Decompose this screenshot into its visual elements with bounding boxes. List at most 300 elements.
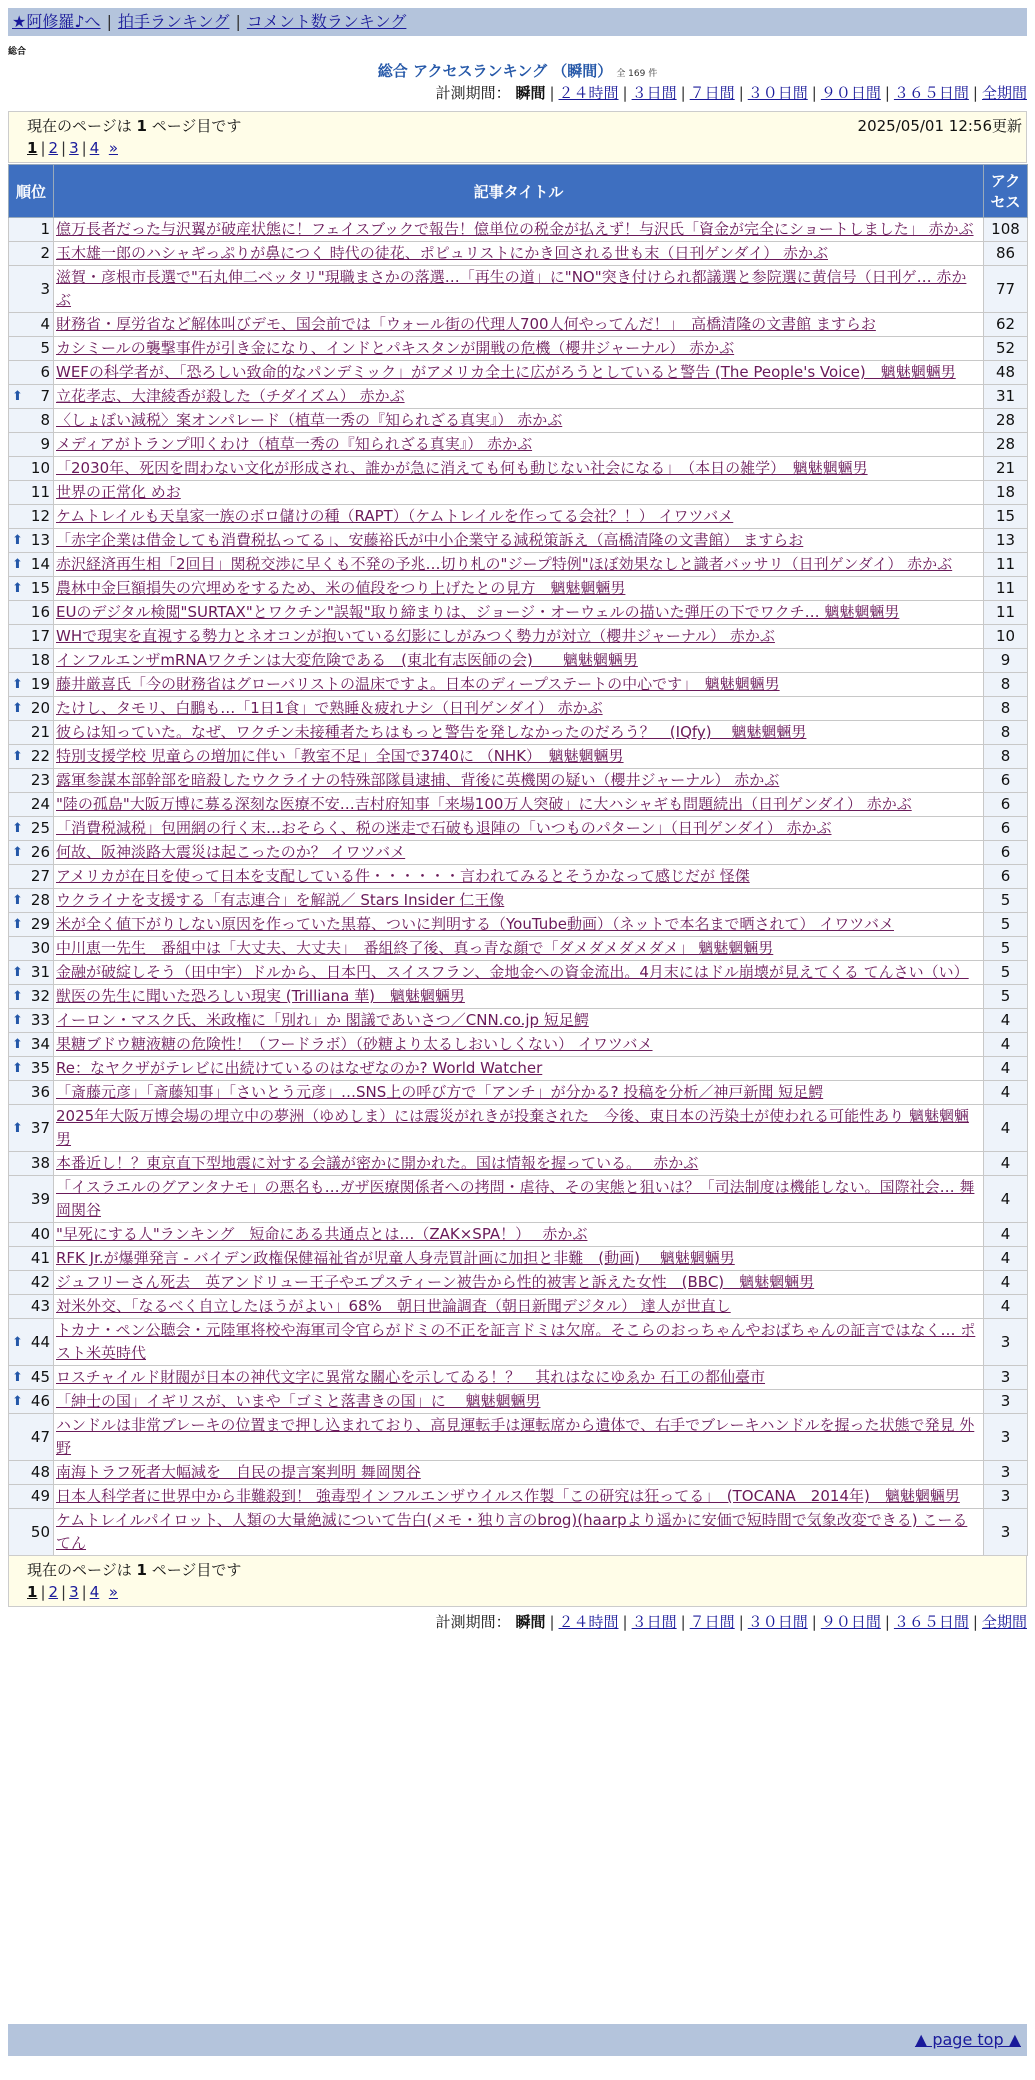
period-link-30d[interactable]: ３０日間 (747, 1613, 808, 1631)
access-count: 6 (984, 793, 1028, 817)
rank-number: 15 (30, 579, 50, 597)
title-cell (54, 1509, 984, 1556)
article-title-link[interactable]: 赤沢経済再生相「2回目」関税交渉に早くも不発の予兆…切り札の"ジープ特例"ほぼ効果なしと識者バッサリ（日刊ゲンダイ） 赤かぶ (56, 555, 953, 573)
table-row (9, 1366, 1028, 1390)
rank-up-arrow-icon: ⬆ (12, 1037, 23, 1052)
rank-number: 16 (30, 603, 50, 621)
rank-cell (9, 673, 54, 697)
table-row (9, 913, 1028, 937)
article-title-link[interactable]: 果糖ブドウ糖液糖の危険性！（フードラボ）（砂糖より太るしおいしくない） イワツバメ (56, 1035, 653, 1053)
access-count: 11 (984, 601, 1028, 625)
access-count: 28 (984, 433, 1028, 457)
rank-cell (9, 361, 54, 385)
rank-cell (9, 385, 54, 409)
article-title-link[interactable]: 特別支援学校 児童らの増加に伴い「教室不足」全国で3740に （NHK） 魑魅魍魎男 (56, 747, 624, 765)
period-link-90d[interactable]: ９０日間 (820, 1613, 881, 1631)
title-cell (54, 1295, 984, 1319)
rank-cell (9, 625, 54, 649)
table-row (9, 625, 1028, 649)
title-cell (54, 385, 984, 409)
table-row (9, 1105, 1028, 1152)
category-label: 総合 (8, 47, 27, 57)
access-count: 5 (984, 985, 1028, 1009)
title-cell (54, 601, 984, 625)
rank-cell (9, 313, 54, 337)
page-number: 1 (136, 1561, 147, 1579)
article-title-link[interactable]: ロスチャイルド財閥が日本の神代文字に異常な關心を示してゐる！？ 其れはなにゆゑか 石工の都仙臺市 (56, 1368, 766, 1386)
article-title-link[interactable]: "陸の孤島"大阪万博に募る深刻な医療不安…吉村府知事「来場100万人突破」に大ハシャギも問題続出（日刊ゲンダイ） 赤かぶ (56, 795, 912, 813)
ranking-table-body (9, 218, 1028, 1556)
rank-number: 6 (40, 363, 50, 381)
page-text-post: ページ目です (146, 117, 242, 135)
access-count: 62 (984, 313, 1028, 337)
rank-cell (9, 553, 54, 577)
table-row (9, 1033, 1028, 1057)
table-row (9, 721, 1028, 745)
rank-number: 13 (30, 531, 50, 549)
title-cell (54, 721, 984, 745)
article-title-link[interactable]: Re：なヤクザがテレビに出続けているのはなぜなのか? World Watcher (56, 1059, 543, 1077)
title-cell (54, 409, 984, 433)
access-count: 4 (984, 1152, 1028, 1176)
page-link-3[interactable]: 3 (69, 139, 79, 157)
title-cell (54, 1033, 984, 1057)
title-cell (54, 577, 984, 601)
rank-cell (9, 1414, 54, 1461)
rank-number: 34 (30, 1035, 50, 1053)
rank-number: 2 (40, 244, 50, 262)
rank-cell (9, 242, 54, 266)
access-count: 48 (984, 361, 1028, 385)
period-link-24h[interactable]: ２４時間 (558, 1613, 619, 1631)
page-separator: | (81, 1583, 87, 1601)
rank-number: 24 (30, 795, 50, 813)
page-indicator (27, 115, 241, 136)
article-title-link[interactable]: 2025年大阪万博会場の埋立中の夢洲（ゆめしま）には震災がれきが投棄された 今後、東日本の汚染土が使われる可能性あり 魑魅魍魎男 (56, 1107, 969, 1148)
rank-cell (9, 1223, 54, 1247)
title-cell (54, 889, 984, 913)
article-title-link[interactable]: ハンドルは非常ブレーキの位置まで押し込まれており、高見運転手は運転席から遺体で、右手でブレーキハンドルを握った状態で発見 外野 (56, 1416, 975, 1457)
access-count: 4 (984, 1033, 1028, 1057)
title-cell (54, 1271, 984, 1295)
period-separator: | (972, 1613, 978, 1631)
rank-cell (9, 1390, 54, 1414)
title-cell (54, 1057, 984, 1081)
rank-number: 21 (30, 723, 50, 741)
rank-cell (9, 985, 54, 1009)
article-title-link[interactable]: インフルエンザmRNAワクチンは大変危険である (東北有志医師の会) 魑魅魍魎男 (56, 651, 638, 669)
article-title-link[interactable]: カシミールの襲撃事件が引き金になり、インドとパキスタンが開戦の危機（櫻井ジャーナル） 赤かぶ (56, 339, 735, 357)
table-row (9, 337, 1028, 361)
rank-up-arrow-icon: ⬆ (12, 1061, 23, 1076)
access-count: 4 (984, 1247, 1028, 1271)
page-separator: | (81, 139, 87, 157)
title-cell (54, 985, 984, 1009)
article-title-link[interactable]: ケムトレイルも天皇家一族のボロ儲けの種（RAPT）（ケムトレイルを作ってる会社？！） イワツバメ (56, 507, 734, 525)
period-current: 瞬間 (515, 1613, 546, 1631)
table-row (9, 553, 1028, 577)
rank-number: 31 (30, 963, 50, 981)
column-header-rank: 順位 (9, 165, 54, 218)
article-title-link[interactable]: 「紳士の国」イギリスが、いまや「ゴミと落書きの国」に 魑魅魍魎男 (56, 1392, 541, 1410)
title-cell (54, 865, 984, 889)
rank-up-arrow-icon: ⬆ (12, 1394, 23, 1409)
article-title-link[interactable]: "早死にする人"ランキング 短命にある共通点とは…（ZAK×SPA！） 赤かぶ (56, 1225, 588, 1243)
rank-up-arrow-icon: ⬆ (12, 821, 23, 836)
article-title-link[interactable]: 玉木雄一郎のハシャギっぷりが鼻につく 時代の徒花、ポピュリストにかき回される世も末（日刊ゲンダイ） 赤かぶ (56, 244, 828, 262)
table-row (9, 1485, 1028, 1509)
period-link-all[interactable]: 全期間 (981, 84, 1027, 102)
rank-number: 14 (30, 555, 50, 573)
article-title-link[interactable]: 「赤字企業は借金しても消費税払ってる」、安藤裕氏が中小企業守る減税策訴え（高橋清隆の文書館） ますらお (56, 531, 804, 549)
title-cell (54, 1414, 984, 1461)
page-link-next[interactable]: » (108, 139, 118, 157)
period-link-7d[interactable]: ７日間 (689, 1613, 735, 1631)
article-title-link[interactable]: 中川恵一先生 番組中は「大丈夫、大丈夫」 番組終了後、真っ青な顔で「ダメダメダメダメ」 魑魅魍魎男 (56, 939, 774, 957)
period-current: 瞬間 (515, 84, 546, 102)
access-count: 3 (984, 1366, 1028, 1390)
table-row (9, 961, 1028, 985)
table-row (9, 266, 1028, 313)
page-text-pre: 現在のページは (27, 1561, 137, 1579)
article-title-link[interactable]: 滋賀・彦根市長選で"石丸伸二ベッタリ"現職まさかの落選…「再生の道」に"NO"突き付けられ都議選と参院選に黄信号（日刊ゲ… 赤かぶ (56, 268, 967, 309)
access-count: 3 (984, 1390, 1028, 1414)
page-separator: | (40, 1583, 46, 1601)
article-title-link[interactable]: 本番近し！？東京直下型地震に対する会議が密かに開かれた。国は情報を握っている。 赤かぶ (56, 1154, 699, 1172)
access-count: 28 (984, 409, 1028, 433)
period-label: 計測期間： (435, 84, 511, 102)
page-links (27, 139, 118, 157)
title-cell (54, 361, 984, 385)
rank-number: 42 (30, 1273, 50, 1291)
table-row (9, 841, 1028, 865)
rank-number: 23 (30, 771, 50, 789)
article-title-link[interactable]: 農林中金巨額損失の穴埋めをするため、米の値段をつり上げたとの見方 魑魅魍魎男 (56, 579, 626, 597)
rank-cell (9, 529, 54, 553)
article-title-link[interactable]: 世界の正常化 めお (56, 483, 181, 501)
page-link-4[interactable]: 4 (89, 1583, 100, 1601)
article-title-link[interactable]: イーロン・マスク氏、米政権に「別れ」か 閣議であいさつ／CNN.co.jp 短足鰐 (56, 1011, 589, 1029)
rank-cell (9, 769, 54, 793)
access-count: 10 (984, 625, 1028, 649)
page-number: 1 (136, 117, 147, 135)
table-row (9, 793, 1028, 817)
access-count: 6 (984, 841, 1028, 865)
access-count: 11 (984, 577, 1028, 601)
rank-number: 37 (30, 1118, 50, 1137)
nav-link-applause-ranking[interactable]: 拍手ランキング (117, 12, 230, 31)
title-cell (54, 337, 984, 361)
article-title-link[interactable]: ジュフリーさん死去 英アンドリュー王子やエプスティーン被告から性的被害と訴えた女性 (BBC) 魑魅魍魎男 (56, 1273, 815, 1291)
table-row (9, 1247, 1028, 1271)
title-cell (54, 673, 984, 697)
rank-cell (9, 649, 54, 673)
title-cell (54, 1081, 984, 1105)
page-text-post: ページ目です (146, 1561, 242, 1579)
period-link-all[interactable]: 全期間 (981, 1613, 1027, 1631)
pager-bottom (8, 1555, 1027, 1607)
nav-separator: | (235, 12, 241, 31)
rank-cell (9, 1271, 54, 1295)
rank-cell (9, 1009, 54, 1033)
article-title-link[interactable]: WEFの科学者が、「恐ろしい致命的なパンデミック」がアメリカ全土に広がろうとしていると警告 (The People's Voice) 魑魅魍魎男 (56, 363, 956, 381)
access-count: 15 (984, 505, 1028, 529)
period-separator: | (884, 1613, 890, 1631)
table-row (9, 1295, 1028, 1319)
rank-number: 25 (30, 819, 50, 837)
period-link-30d[interactable]: ３０日間 (747, 84, 808, 102)
article-title-link[interactable]: 何故、阪神淡路大震災は起こったのか？ イワツバメ (56, 843, 406, 861)
rank-cell (9, 1319, 54, 1366)
period-selector-top (436, 82, 1027, 103)
nav-separator: | (106, 12, 112, 31)
period-link-365d[interactable]: ３６５日間 (893, 84, 969, 102)
access-count: 4 (984, 1295, 1028, 1319)
article-title-link[interactable]: トカナ・ペン公聴会・元陸軍将校や海軍司令官らがドミの不正を証言ドミは欠席。そこらのおっちゃんやおばちゃんの証言ではなく… ポスト米英時代 (56, 1321, 976, 1362)
page-separator: | (61, 1583, 67, 1601)
nav-link-comment-ranking[interactable]: コメント数ランキング (246, 12, 407, 31)
table-row (9, 937, 1028, 961)
rank-number: 12 (30, 507, 50, 525)
period-separator: | (680, 84, 686, 102)
article-title-link[interactable]: メディアがトランプ叩くわけ（植草一秀の『知られざる真実』） 赤かぶ (56, 435, 533, 453)
title-cell (54, 1319, 984, 1366)
rank-cell (9, 1081, 54, 1105)
article-title-link[interactable]: 金融が破綻しそう（田中宇）ドルから、日本円、スイスフラン、金地金への資金流出。4月末にはドル崩壊が見えてくる てんさい（い） (56, 963, 969, 981)
rank-number: 22 (30, 747, 50, 765)
page-link-3[interactable]: 3 (69, 1583, 79, 1601)
table-row (9, 529, 1028, 553)
period-link-90d[interactable]: ９０日間 (820, 84, 881, 102)
access-count: 3 (984, 1485, 1028, 1509)
page-link-next[interactable]: » (108, 1583, 118, 1601)
column-header-title: 記事タイトル (54, 165, 984, 218)
rank-number: 41 (30, 1249, 50, 1267)
title-cell (54, 1176, 984, 1223)
rank-cell (9, 1152, 54, 1176)
rank-cell (9, 266, 54, 313)
rank-up-arrow-icon: ⬆ (12, 749, 23, 764)
access-count: 77 (984, 266, 1028, 313)
access-count: 9 (984, 649, 1028, 673)
page-title (0, 60, 1035, 81)
access-count: 18 (984, 481, 1028, 505)
article-title-link[interactable]: ケムトレイルパイロット、人類の大量絶滅について告白(メモ・独り言のbrog)(haarpより遥かに安価で短時間で気象改変できる) こーるてん (56, 1511, 968, 1552)
column-header-access: アクセス (984, 165, 1028, 218)
rank-cell (9, 913, 54, 937)
rank-cell (9, 505, 54, 529)
period-separator: | (549, 84, 555, 102)
page-link-2[interactable]: 2 (48, 1583, 59, 1601)
table-row (9, 242, 1028, 266)
article-title-link[interactable]: 「イスラエルのグアンタナモ」の悪名も…ガザ医療関係者への拷問・虐待、その実態と狙いは？「司法制度は機能しない。国際社会… 舞岡関谷 (56, 1178, 975, 1219)
article-title-link[interactable]: 〈しょぼい減税〉案オンパレード（植草一秀の『知られざる真実』） 赤かぶ (56, 411, 563, 429)
rank-number: 39 (30, 1189, 50, 1208)
rank-number: 29 (30, 915, 50, 933)
rank-number: 44 (30, 1332, 50, 1351)
rank-number: 8 (40, 411, 50, 429)
title-cell (54, 1105, 984, 1152)
table-row (9, 745, 1028, 769)
article-title-link[interactable]: 彼らは知っていた。なぜ、ワクチン未接種者たちはもっと警告を発しなかったのだろう？ (IQfy) 魑魅魍魎男 (56, 723, 807, 741)
table-row (9, 218, 1028, 242)
article-title-link[interactable]: 「2030年、死因を問わない文化が形成され、誰かが急に消えても何も動じない社会になる」 （本日の雑学） 魑魅魍魎男 (56, 459, 868, 477)
article-title-link[interactable]: 露軍参謀本部幹部を暗殺したウクライナの特殊部隊員逮捕、背後に英機関の疑い（櫻井ジャーナル） 赤かぶ (56, 771, 780, 789)
period-separator: | (811, 84, 817, 102)
rank-cell (9, 697, 54, 721)
title-cell (54, 1461, 984, 1485)
title-cell (54, 697, 984, 721)
rank-cell (9, 865, 54, 889)
rank-number: 50 (30, 1522, 50, 1541)
rank-number: 38 (30, 1154, 50, 1172)
rank-cell (9, 1461, 54, 1485)
table-row (9, 1509, 1028, 1556)
page-link-4[interactable]: 4 (89, 139, 100, 157)
table-row (9, 457, 1028, 481)
rank-number: 27 (30, 867, 50, 885)
page-indicator-bottom (27, 1559, 241, 1580)
article-title-link[interactable]: 億万長者だった与沢翼が破産状態に！フェイスブックで報告！億単位の税金が払えず！与沢氏「資金が完全にショートしました」 赤かぶ (56, 220, 974, 238)
ranking-table (8, 164, 1028, 1556)
period-link-365d[interactable]: ３６５日間 (893, 1613, 969, 1631)
article-title-link[interactable]: RFK Jr.が爆弾発言 - バイデン政権保健福祉省が児童人身売買計画に加担と非難 (動画) 魑魅魍魎男 (56, 1249, 735, 1267)
article-title-link[interactable]: 藤井厳喜氏「今の財務省はグローバリストの温床ですよ。日本のディープステートの中心です」 魑魅魍魎男 (56, 675, 780, 693)
top-nav (8, 8, 1027, 36)
access-count: 4 (984, 1105, 1028, 1152)
access-count: 6 (984, 817, 1028, 841)
rank-cell (9, 889, 54, 913)
access-count: 11 (984, 553, 1028, 577)
rank-cell (9, 961, 54, 985)
title-cell (54, 1009, 984, 1033)
article-title-link[interactable]: EUのデジタル検閲"SURTAX"とワクチン"誤報"取り締まりは、ジョージ・オーウェルの描いた弾圧の下でワクチ… 魑魅魍魎男 (56, 603, 900, 621)
article-title-link[interactable]: 対米外交、「なるべく自立したほうがよい」68% 朝日世論調査（朝日新聞デジタル） 達人が世直し (56, 1297, 731, 1315)
rank-cell (9, 817, 54, 841)
article-title-link[interactable]: 獣医の先生に聞いた恐ろしい現実 (Trilliana 華) 魑魅魍魎男 (56, 987, 465, 1005)
access-count: 3 (984, 1319, 1028, 1366)
table-row (9, 577, 1028, 601)
access-count: 31 (984, 385, 1028, 409)
rank-up-arrow-icon: ⬆ (12, 917, 23, 932)
title-cell (54, 1152, 984, 1176)
article-title-link[interactable]: 日本人科学者に世界中から非難殺到！ 強毒型インフルエンザウイルス作製「この研究は狂ってる」 (TOCANA 2014年) 魑魅魍魎男 (56, 1487, 960, 1505)
period-link-3d[interactable]: ３日間 (631, 1613, 677, 1631)
page-link-current: 1 (27, 139, 38, 157)
page-links-bottom (27, 1583, 118, 1601)
table-row (9, 313, 1028, 337)
rank-cell (9, 577, 54, 601)
access-count: 4 (984, 1081, 1028, 1105)
rank-number: 49 (30, 1487, 50, 1505)
footer-bar (8, 2024, 1027, 2056)
period-separator: | (622, 84, 628, 102)
access-count: 108 (984, 218, 1028, 242)
page-text-pre: 現在のページは (27, 117, 137, 135)
title-cell (54, 1223, 984, 1247)
article-title-link[interactable]: 「消費税減税」包囲網の行く末…おそらく、税の迷走で石破も退陣の「いつものパターン」（日刊ゲンダイ） 赤かぶ (56, 819, 832, 837)
table-row (9, 649, 1028, 673)
rank-number: 9 (40, 435, 50, 453)
period-link-3d[interactable]: ３日間 (631, 84, 677, 102)
rank-cell (9, 601, 54, 625)
nav-link-asyura[interactable]: ★阿修羅♪へ (12, 12, 101, 31)
period-separator: | (622, 1613, 628, 1631)
period-separator: | (972, 84, 978, 102)
period-separator: | (549, 1613, 555, 1631)
page-link-current: 1 (27, 1583, 38, 1601)
title-cell (54, 793, 984, 817)
article-title-link[interactable]: たけし、タモリ、白鵬も…「1日1食」で熟睡＆疲れナシ（日刊ゲンダイ） 赤かぶ (56, 699, 603, 717)
total-count: 全 169 件 (616, 69, 658, 79)
rank-cell (9, 937, 54, 961)
rank-cell (9, 1247, 54, 1271)
period-link-24h[interactable]: ２４時間 (558, 84, 619, 102)
rank-number: 30 (30, 939, 50, 957)
rank-number: 20 (30, 699, 50, 717)
pager-top (8, 111, 1027, 163)
access-count: 3 (984, 1461, 1028, 1485)
table-row (9, 889, 1028, 913)
article-title-link[interactable]: ウクライナを支援する「有志連合」を解説／ Stars Insider 仁王像 (56, 891, 505, 909)
rank-cell (9, 721, 54, 745)
table-row (9, 1176, 1028, 1223)
table-row (9, 697, 1028, 721)
article-title-link[interactable]: 米が全く値下がりしない原因を作っていた黒幕、ついに判明する（YouTube動画）（ネットで本名まで晒されて） イワツバメ (56, 915, 894, 933)
title-cell (54, 1366, 984, 1390)
rank-number: 17 (30, 627, 50, 645)
page-link-2[interactable]: 2 (48, 139, 59, 157)
rank-number: 19 (30, 675, 50, 693)
article-title-link[interactable]: 「斎藤元彦」「斎藤知事」「さいとう元彦」…SNS上の呼び方で「アンチ」が分かる? 投稿を分析／神戸新聞 短足鰐 (56, 1083, 824, 1101)
table-row (9, 673, 1028, 697)
article-title-link[interactable]: 財務省・厚労省など解体叫びデモ、国会前では「ウォール街の代理人700人何やってんだ！」 高橋清隆の文書館 ますらお (56, 315, 876, 333)
access-count: 52 (984, 337, 1028, 361)
title-cell (54, 625, 984, 649)
title-cell (54, 266, 984, 313)
rank-number: 1 (40, 220, 50, 238)
rank-number: 33 (30, 1011, 50, 1029)
title-cell (54, 242, 984, 266)
period-link-7d[interactable]: ７日間 (689, 84, 735, 102)
rank-number: 3 (40, 279, 50, 298)
article-title-link[interactable]: 立花孝志、大津綾香が殺した（チダイズム） 赤かぶ (56, 387, 405, 405)
article-title-link[interactable]: アメリカが在日を使って日本を支配している件・・・・・・言われてみるとそうかなって感じだが 怪傑 (56, 867, 750, 885)
access-count: 8 (984, 673, 1028, 697)
rank-number: 18 (30, 651, 50, 669)
access-count: 21 (984, 457, 1028, 481)
title-cell (54, 841, 984, 865)
rank-number: 43 (30, 1297, 50, 1315)
page-top-link[interactable]: ▲ page top ▲ (914, 2030, 1021, 2049)
rank-up-arrow-icon: ⬆ (12, 989, 23, 1004)
period-selector-bottom (436, 1611, 1027, 1632)
rank-up-arrow-icon: ⬆ (12, 1120, 23, 1136)
title-cell (54, 313, 984, 337)
rank-number: 45 (30, 1368, 50, 1386)
access-count: 4 (984, 1009, 1028, 1033)
access-count: 8 (984, 745, 1028, 769)
table-row (9, 505, 1028, 529)
article-title-link[interactable]: 南海トラフ死者大幅減を 自民の提言案判明 舞岡関谷 (56, 1463, 421, 1481)
table-row (9, 1319, 1028, 1366)
period-separator: | (811, 1613, 817, 1631)
table-row (9, 1057, 1028, 1081)
period-separator: | (884, 84, 890, 102)
period-label: 計測期間： (435, 1613, 511, 1631)
period-separator: | (738, 1613, 744, 1631)
article-title-link[interactable]: WHで現実を直視する勢力とネオコンが抱いている幻影にしがみつく勢力が対立（櫻井ジャーナル） 赤かぶ (56, 627, 775, 645)
